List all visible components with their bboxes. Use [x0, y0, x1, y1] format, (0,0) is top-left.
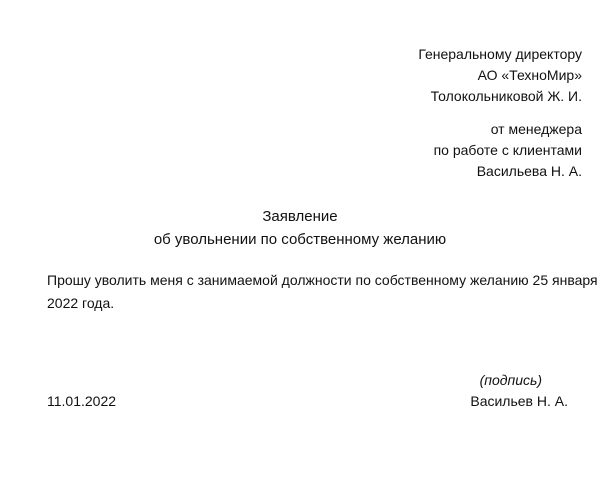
signature-placeholder: (подпись)	[479, 372, 542, 388]
addressee-block	[418, 44, 582, 107]
sender-position: по работе с клиентами	[433, 142, 582, 158]
sender-from: от менеджера	[490, 121, 582, 137]
addressee-company: АО «ТехноМир»	[477, 67, 582, 83]
document-date: 11.01.2022	[47, 393, 117, 409]
request-line-1: Прошу уволить меня с занимаемой должности по собственному желанию 25 января	[47, 272, 598, 288]
title-subtitle: об увольнении по собственному желанию	[153, 231, 447, 248]
addressee-name: Толокольниковой Ж. И.	[430, 88, 582, 104]
addressee-position: Генеральному директору	[418, 46, 582, 62]
request-text	[47, 269, 598, 315]
document-title	[0, 205, 600, 251]
signer-name: Васильев Н. А.	[470, 393, 568, 409]
sender-name: Васильева Н. А.	[476, 163, 582, 179]
sender-block	[434, 119, 582, 182]
request-line-2: 2022 года.	[47, 295, 115, 311]
title-main: Заявление	[262, 208, 338, 225]
